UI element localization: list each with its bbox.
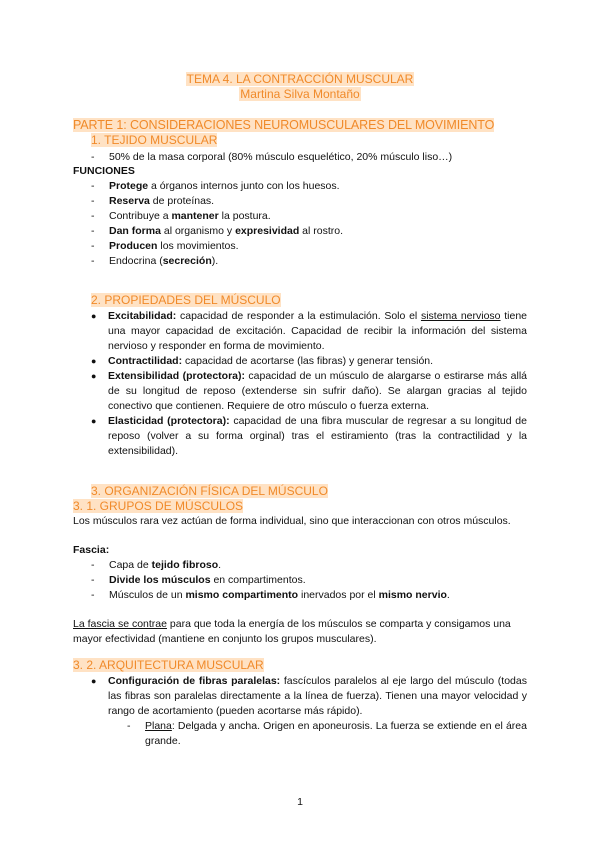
list-item: - Capa de tejido fibroso. [91,558,450,573]
section-2-heading: 2. PROPIEDADES DEL MÚSCULO [91,293,281,307]
architecture-list [91,674,527,719]
list-item: ● Configuración de fibras paralelas: fascículos paralelos al eje largo del músculo (todas las fibras son paralelas directamente a la línea de fuerza). Tienen una mayor velocidad y rango de acortamiento (pueden acortarse más rápido). [91,674,527,719]
list-item: ● Excitabilidad: capacidad de responder a la estimulación. Solo el sistema nervioso tiene una mayor capacidad de excitación. Capacidad de recibir la información del sistema nervioso y responder en forma de movimiento. [91,309,527,354]
list-item: ● Elasticidad (protectora): capacidad de una fibra muscular de regresar a su longitud de reposo (volver a su forma orginal) tras el estiramiento (tras la contractilidad y la extensibilidad). [91,414,527,459]
section-1-list [91,150,452,165]
funciones-label: FUNCIONES [73,165,135,177]
document-author: Martina Silva Montaño [240,87,360,101]
sistema-nervioso-link: sistema nervioso [420,310,501,322]
document-title: TEMA 4. LA CONTRACCIÓN MUSCULAR [186,72,414,86]
list-item: - Plana: Delgada y ancha. Origen en aponeurosis. La fuerza se extiende en el área grande. [127,719,527,749]
fascia-label: Fascia: [73,544,110,556]
architecture-sublist [127,719,527,749]
list-item: - Endocrina (secreción). [91,254,343,269]
section-1-heading: 1. TEJIDO MUSCULAR [91,133,218,147]
list-item: ● Extensibilidad (protectora): capacidad de un músculo de alargarse o estirarse más allá de su longitud de reposo (extenderse sin sufrir daño). Se alargan gracias al tejido conectivo que contienen. Requiere de otro músculo o fuerza externa. [91,369,527,414]
part-1-heading: PARTE 1: CONSIDERACIONES NEUROMUSCULARES DEL MOVIMIENTO [73,118,495,132]
list-item: - Divide los músculos en compartimentos. [91,573,450,588]
list-item: - Producen los movimientos. [91,239,343,254]
subsection-3-1-heading: 3. 1. GRUPOS DE MÚSCULOS [73,499,244,513]
fascia-list [91,558,450,603]
subsection-3-2-heading: 3. 2. ARQUITECTURA MUSCULAR [73,658,264,672]
section-3-heading: 3. ORGANIZACIÓN FÍSICA DEL MÚSCULO [91,484,328,498]
list-item: - 50% de la masa corporal (80% músculo esquelético, 20% músculo liso…) [91,150,452,165]
groups-paragraph: Los músculos rara vez actúan de forma individual, sino que interaccionan con otros músculos. [73,515,511,527]
properties-list [91,309,527,459]
list-item: ● Contractilidad: capacidad de acortarse (las fibras) y generar tensión. [91,354,527,369]
funciones-list [91,179,343,269]
list-item: - Músculos de un mismo compartimento inervados por el mismo nervio. [91,588,450,603]
fascia-paragraph: La fascia se contrae para que toda la energía de los músculos se comparta y consigamos una mayor efectividad (mantiene en conjunto los grupos musculares). [73,618,511,645]
list-item: - Protege a órganos internos junto con los huesos. [91,179,343,194]
list-item: - Dan forma al organismo y expresividad al rostro. [91,224,343,239]
list-item: - Contribuye a mantener la postura. [91,209,343,224]
page-number: 1 [297,796,303,808]
list-item: - Reserva de proteínas. [91,194,343,209]
